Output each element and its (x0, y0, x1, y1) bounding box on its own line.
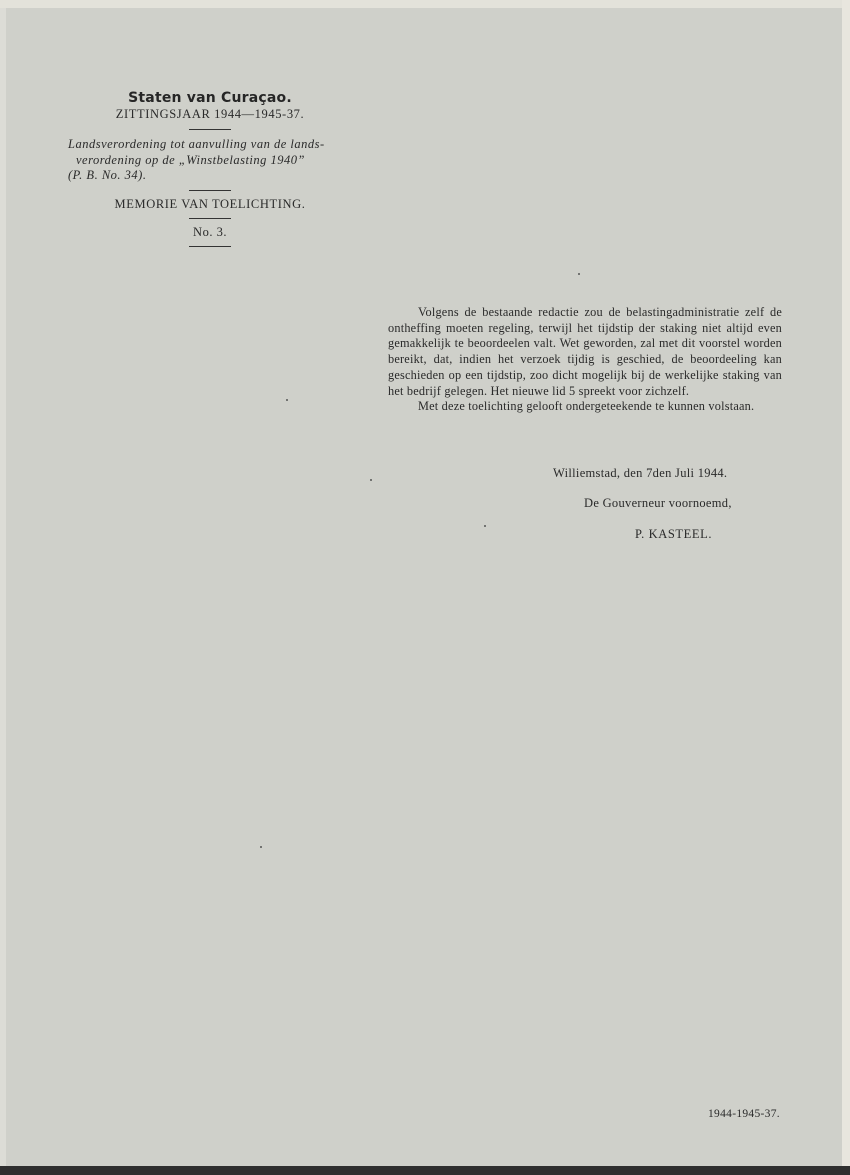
subject-line: (P. B. No. 34). (68, 168, 147, 182)
subject-line: verordening op de „Winstbelasting 1940” (76, 152, 305, 167)
memorie-heading: MEMORIE VAN TOELICHTING. (114, 196, 306, 211)
paper-speck (260, 846, 262, 848)
footer-code: 1944-1945-37. (708, 1108, 780, 1120)
body-paragraph: Volgens de bestaande redactie zou de belastingadministratie zelf de ontheffing moeten regeling, terwijl het tijdstip der staking niet altijd even gemakkelijk te beoordeelen valt. Wet geworden, zal met dit voorstel worden bereikt, dat, indien het verzoek tijdig is geschied, de beoordeeling kan geschieden op een tijdstip, zoo dicht mogelijk bij de werkelijke staking van het bedrijf gelegen. Het nieuwe lid 5 spreekt voor zichzelf. (388, 305, 782, 398)
signatory-name: P. KASTEEL. (635, 527, 713, 541)
place-date: Williemstad, den 7den Juli 1944. (553, 466, 728, 480)
session-year: ZITTINGSJAAR 1944—1945-37. (115, 107, 305, 121)
signatory-role: De Gouverneur voornoemd, (584, 496, 732, 510)
ordinance-subject (60, 137, 360, 184)
divider (189, 246, 231, 247)
paper-speck (484, 525, 486, 527)
divider (189, 129, 231, 130)
subject-line: Landsverordening tot aanvulling van de lands- (68, 137, 325, 151)
paper-speck (370, 479, 372, 481)
scan-top-edge (0, 0, 850, 8)
scan-bottom-edge (0, 1166, 850, 1175)
document-title: Staten van Curaçao. (128, 90, 292, 106)
divider (189, 218, 231, 219)
divider (189, 190, 231, 191)
scan-right-edge (842, 0, 850, 1175)
paper-speck (578, 273, 580, 275)
document-header (60, 90, 360, 253)
body-paragraph: Met deze toelichting gelooft ondergeteekende te kunnen volstaan. (418, 399, 755, 414)
document-number: No. 3. (193, 224, 227, 239)
paper-speck (286, 399, 288, 401)
explanatory-text (388, 305, 782, 415)
